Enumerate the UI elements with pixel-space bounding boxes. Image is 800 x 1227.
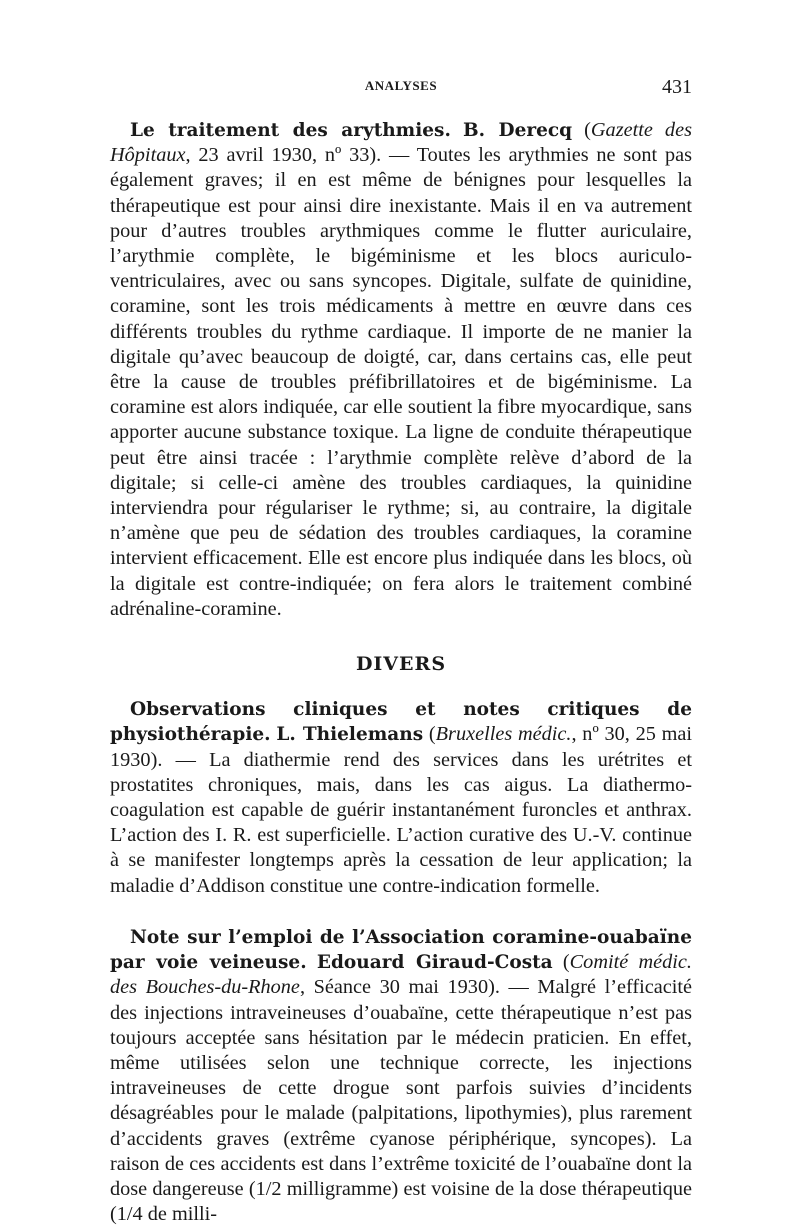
- article-arythmies: [110, 118, 692, 622]
- article-body: — Malgré l’efficacité des injections intraveineuses d’ouabaïne, cette thérapeutique n’est pas toujours acceptée sans hésitation par le médecin praticien. En effet, même utilisées selon une technique correcte, les injections intraveineuses de cette drogue sont parfois suivies d’incidents désagréables pour le malade (palpitations, lipothymies), plus rarement d’accidents graves (extrême cyanose périphérique, syncopes). La raison de ces accidents est dans l’extrême toxicité de l’ouabaïne dont la dose dangereuse (1/2 milligramme) est voisine de la dose thérapeutique (1/4 de milli-: [110, 976, 693, 1226]
- page-header: [110, 76, 692, 98]
- article-title: Observations cliniques et notes critiques de physiothérapie.: [110, 699, 692, 746]
- section-heading: DIVERS: [355, 653, 447, 676]
- source-open: (: [562, 951, 570, 974]
- article-author: Edouard Giraud-Costa: [316, 952, 553, 974]
- article-body: — La diathermie rend des services dans les urétrites et prostatites chroniques, mais, dans les cas aigus. La diathermo-coagulation est capable de guérir instantanément furoncles et anthrax. L’action des I. R. est superficielle. L’action curative des U.-V. continue à se manifester longtemps après la cessation de leur application; la maladie d’Addison constitue une contre-indication formelle.: [110, 748, 692, 897]
- source-journal: Gazette des Hôpitaux: [110, 119, 692, 167]
- source-journal: Comité médic. des Bouches-du-Rhone: [110, 951, 692, 999]
- page-content: [110, 118, 692, 1227]
- article-separator: [110, 899, 692, 925]
- article-physiotherapie: [110, 697, 692, 899]
- article-title: Le traitement des arythmies.: [130, 120, 451, 141]
- article-body: — Toutes les arythmies ne sont pas également graves; il en est même de bénignes pour lesquelles la thérapeutique est pour ainsi dire inexistante. Mais il en va autrement pour d’autres troubles arythmiques comme le flutter auriculaire, l’arythmie complète, le bigéminisme et les blocs auriculo-ventriculaires, avec ou sans syncopes. Digitale, sulfate de quinidine, coramine, sont les trois médicaments à mettre en œuvre dans ces différents troubles du rythme cardiaque. Il importe de ne manier la digitale qu’avec beaucoup de doigté, car, dans certains cas, elle peut être la cause de troubles préfibrillatoires et de bigéminisme. La coramine est alors indiquée, car elle soutient la fibre myocardique, sans apporter aucune substance toxique. La ligne de conduite thérapeutique peut être ainsi tracée : l’arythmie complète relève d’abord de la digitale; si celle-ci amène des troubles cardiaques, la quinidine interviendra pour régulariser le rythme; si, au contraire, la digitale n’amène que peu de sédation des troubles cardiaques, la coramine intervient efficacement. Elle est encore plus indiquée dans les blocs, où la digitale est contre-indiquée; on fera alors le traitement combiné adrénaline-coramine.: [110, 144, 692, 620]
- article-author: L. Thielemans: [276, 724, 424, 746]
- article-title: Note sur l’emploi de l’Association coramine-ouabaïne par voie veineuse.: [110, 926, 692, 974]
- page-number: 431: [662, 76, 692, 98]
- source-open: (: [584, 119, 591, 141]
- article-author: B. Derecq: [463, 120, 573, 141]
- running-title: ANALYSES: [364, 78, 438, 93]
- source-details: , 23 avril 1930, nº 33).: [185, 144, 382, 167]
- source-details: , nº 30, 25 mai 1930).: [110, 723, 693, 771]
- article-coramine-ouabaine: [110, 925, 692, 1227]
- source-details: , Séance 30 mai 1930).: [299, 976, 500, 999]
- source-open: (: [428, 723, 436, 746]
- source-journal: Bruxelles médic.: [435, 723, 572, 746]
